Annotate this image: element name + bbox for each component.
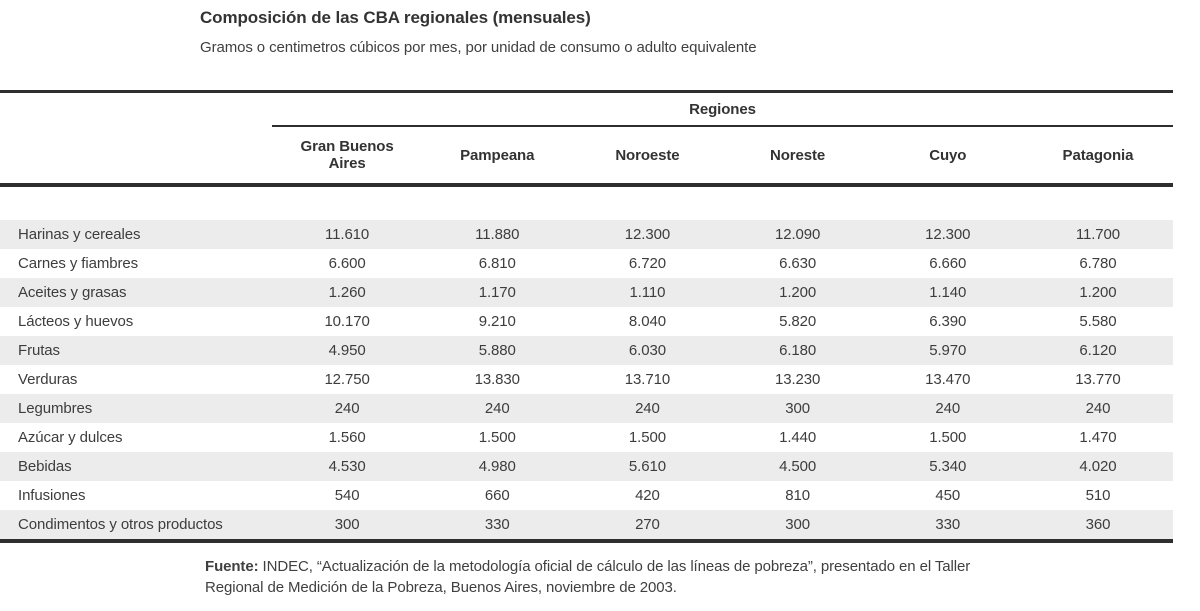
value-cell: 12.750 bbox=[324, 371, 370, 388]
row-label: Infusiones bbox=[18, 487, 86, 504]
value-cell: 270 bbox=[635, 516, 660, 533]
regiones-group-header: Regiones bbox=[689, 100, 756, 118]
value-cell: 5.610 bbox=[628, 458, 666, 475]
table-row bbox=[0, 249, 1173, 278]
row-label: Aceites y grasas bbox=[18, 284, 127, 301]
value-cell: 10.170 bbox=[324, 313, 370, 330]
value-cell: 6.180 bbox=[779, 342, 817, 359]
value-cell: 12.300 bbox=[925, 226, 971, 243]
value-cell: 1.260 bbox=[328, 284, 366, 301]
source-line-1 bbox=[205, 556, 1165, 577]
column-header-label: Patagonia bbox=[1062, 146, 1134, 164]
table-row bbox=[0, 307, 1173, 336]
source-label: Fuente: bbox=[205, 558, 259, 575]
value-cell: 11.700 bbox=[1075, 226, 1121, 243]
value-cell: 4.500 bbox=[779, 458, 817, 475]
table-row bbox=[0, 365, 1173, 394]
table-row bbox=[0, 336, 1173, 365]
value-cell: 13.470 bbox=[925, 371, 971, 388]
value-cell: 450 bbox=[935, 487, 961, 504]
row-label: Condimentos y otros productos bbox=[18, 516, 223, 533]
value-cell: 5.580 bbox=[1079, 313, 1117, 330]
rule-table-bottom bbox=[0, 539, 1173, 543]
value-cell: 1.500 bbox=[478, 429, 516, 446]
column-header-5 bbox=[873, 147, 1023, 164]
row-label: Carnes y fiambres bbox=[18, 255, 139, 272]
column-header-label: Cuyo bbox=[929, 146, 967, 164]
value-cell: 1.200 bbox=[1079, 284, 1117, 301]
value-cell: 12.090 bbox=[774, 226, 821, 243]
table-row bbox=[0, 452, 1173, 481]
value-cell: 240 bbox=[484, 400, 510, 417]
value-cell: 300 bbox=[785, 516, 810, 533]
value-cell: 420 bbox=[635, 487, 660, 504]
value-cell: 13.830 bbox=[474, 371, 520, 388]
value-cell: 510 bbox=[1085, 487, 1111, 504]
value-cell: 6.030 bbox=[628, 342, 666, 359]
value-cell: 1.110 bbox=[629, 284, 666, 301]
value-cell: 1.200 bbox=[779, 284, 817, 301]
row-label: Legumbres bbox=[18, 400, 93, 417]
value-cell: 1.140 bbox=[929, 284, 967, 301]
value-cell: 240 bbox=[1085, 400, 1111, 417]
cba-table bbox=[0, 90, 1173, 543]
value-cell: 1.500 bbox=[628, 429, 666, 446]
value-cell: 6.600 bbox=[328, 255, 366, 272]
table-body bbox=[0, 220, 1173, 539]
row-label: Azúcar y dulces bbox=[18, 429, 123, 446]
value-cell: 300 bbox=[785, 400, 810, 417]
value-cell: 1.560 bbox=[328, 429, 366, 446]
title-block bbox=[200, 8, 756, 56]
table-row bbox=[0, 481, 1173, 510]
value-cell: 6.810 bbox=[478, 255, 516, 272]
table-row bbox=[0, 278, 1173, 307]
blank-row bbox=[0, 187, 1173, 220]
column-header-label: Gran Buenos Aires bbox=[300, 138, 394, 172]
table-subtitle: Gramos o centimetros cúbicos por mes, por unidad de consumo o adulto equivalente bbox=[200, 39, 757, 56]
value-cell: 13.710 bbox=[624, 371, 671, 388]
value-cell: 6.120 bbox=[1079, 342, 1117, 359]
table-row bbox=[0, 394, 1173, 423]
value-cell: 13.770 bbox=[1075, 371, 1121, 388]
column-header-2 bbox=[422, 147, 572, 164]
row-label: Verduras bbox=[18, 371, 78, 388]
row-label: Lácteos y huevos bbox=[18, 313, 134, 330]
value-cell: 6.630 bbox=[779, 255, 817, 272]
value-cell: 4.020 bbox=[1079, 458, 1117, 475]
value-cell: 12.300 bbox=[624, 226, 671, 243]
column-header-label: Noroeste bbox=[615, 146, 680, 164]
value-cell: 6.660 bbox=[929, 255, 967, 272]
regiones-header-row bbox=[0, 93, 1173, 125]
value-cell: 540 bbox=[334, 487, 360, 504]
value-cell: 6.390 bbox=[929, 313, 967, 330]
value-cell: 330 bbox=[935, 516, 961, 533]
value-cell: 4.530 bbox=[328, 458, 366, 475]
value-cell: 13.230 bbox=[774, 371, 821, 388]
value-cell: 660 bbox=[484, 487, 510, 504]
value-cell: 240 bbox=[635, 400, 660, 417]
table-row bbox=[0, 510, 1173, 539]
column-header-1 bbox=[272, 138, 422, 172]
column-header-row bbox=[0, 127, 1173, 183]
value-cell: 5.880 bbox=[478, 342, 516, 359]
value-cell: 4.980 bbox=[478, 458, 516, 475]
column-header-6 bbox=[1023, 147, 1173, 164]
column-header-label: Noreste bbox=[770, 146, 826, 164]
row-label: Harinas y cereales bbox=[18, 226, 141, 243]
value-cell: 5.340 bbox=[929, 458, 967, 475]
value-cell: 5.820 bbox=[779, 313, 817, 330]
value-cell: 330 bbox=[484, 516, 510, 533]
row-label: Bebidas bbox=[18, 458, 72, 475]
column-header-label: Pampeana bbox=[460, 146, 535, 164]
source-line-2: Regional de Medición de la Pobreza, Buenos Aires, noviembre de 2003. bbox=[205, 579, 677, 596]
value-cell: 6.780 bbox=[1079, 255, 1117, 272]
value-cell: 240 bbox=[334, 400, 360, 417]
value-cell: 5.970 bbox=[929, 342, 967, 359]
value-cell: 6.720 bbox=[628, 255, 666, 272]
value-cell: 8.040 bbox=[628, 313, 666, 330]
rule-under-regiones bbox=[272, 125, 1173, 127]
value-cell: 240 bbox=[935, 400, 961, 417]
source-note bbox=[205, 556, 1165, 598]
value-cell: 4.950 bbox=[328, 342, 366, 359]
value-cell: 1.500 bbox=[929, 429, 967, 446]
row-label: Frutas bbox=[18, 342, 60, 359]
value-cell: 1.170 bbox=[478, 284, 516, 301]
value-cell: 11.610 bbox=[325, 226, 370, 243]
column-header-4 bbox=[723, 147, 873, 164]
value-cell: 1.440 bbox=[779, 429, 817, 446]
value-cell: 810 bbox=[785, 487, 810, 504]
value-cell: 360 bbox=[1085, 516, 1111, 533]
table-title: Composición de las CBA regionales (mensuales) bbox=[200, 8, 591, 27]
source-text-1: INDEC, “Actualización de la metodología oficial de cálculo de las líneas de pobreza”, presentado en el Taller bbox=[258, 558, 971, 575]
value-cell: 1.470 bbox=[1079, 429, 1117, 446]
column-header-3 bbox=[572, 147, 722, 164]
table-row bbox=[0, 220, 1173, 249]
value-cell: 9.210 bbox=[478, 313, 516, 330]
value-cell: 300 bbox=[334, 516, 360, 533]
value-cell: 11.880 bbox=[475, 226, 520, 243]
table-row bbox=[0, 423, 1173, 452]
